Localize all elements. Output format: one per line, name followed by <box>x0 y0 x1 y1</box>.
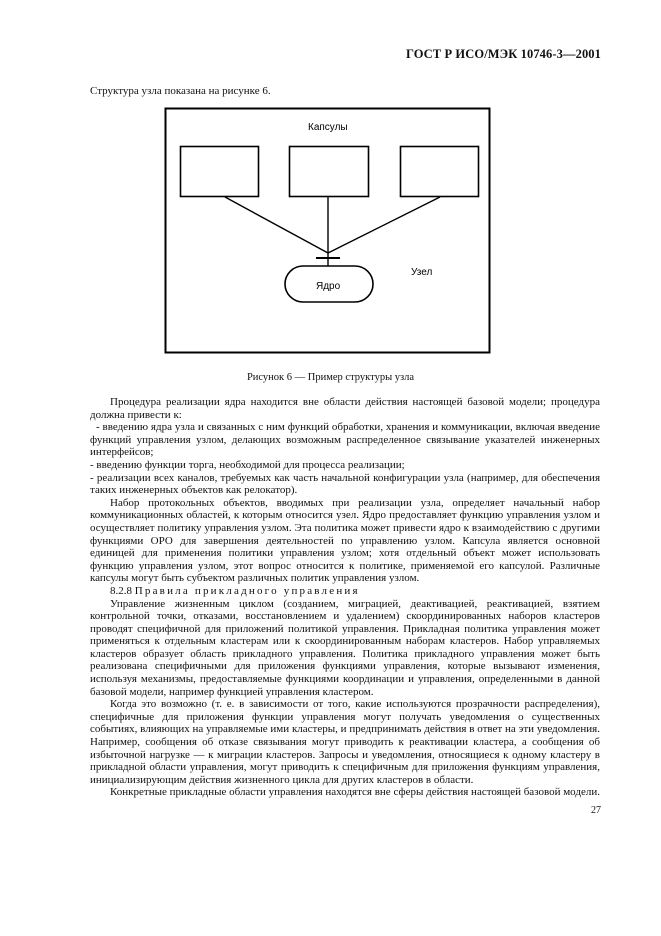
page-number: 27 <box>591 805 601 816</box>
node-structure-diagram <box>0 0 661 370</box>
section-number: 8.2.8 <box>110 584 132 597</box>
paragraph: Конкретные прикладные области управления находятся вне сферы действия настоящей базовой модели. <box>110 786 600 799</box>
capsule-link-3 <box>328 197 440 253</box>
node-label: Узел <box>411 267 433 278</box>
list-item: - введению функции торга, необходимой для процесса реализации; <box>90 458 405 471</box>
capsule-link-1 <box>225 197 328 253</box>
list-item: - реализации всех каналов, требуемых как часть начальной конфигурации узла (например, для обеспечения таких инженерных объектов как релокатор). <box>90 471 600 497</box>
paragraph: Набор протокольных объектов, вводимых при реализации узла, определяет начальный набор коммуникационных областей, к которым относится узел. Ядро предоставляет функцию управления узлом и осуществляет политику управления узлом. Эта политика может привести ядро к взаимодействию с другими функциями ОРО для завершения деятельностей по управлению узлом. Капсула является основной единицей для применения политики управления узлом; хотя отдельный объект может использовать функцию управления узлом, этот вопрос относится к политике, применяемой его капсулой. Различные капсулы могут быть субъектом различных политик управления узлом. <box>90 496 600 585</box>
paragraph: Управление жизненным циклом (созданием, миграцией, деактивацией, реактивацией, взятием контрольной точки, отказами, восстановлением и удалением) скоординированных наборов кластеров проводят специфичной для приложений политикой управления. Прикладная политика управления может применяться к отдельным кластерам или к скоординированным наборам кластеров. Набор управляемых кластеров образует область прикладного управления. Политика прикладного управления может быть реализована специфичными для приложения функциями управления, которые вызывают изменения, используя механизмы, предоставляемые функциями координации и управления, определенными в данной базовой модели, например функцией управления кластером. <box>90 597 600 698</box>
capsule-box-1 <box>181 147 259 197</box>
figure-intro-text: Структура узла показана на рисунке 6. <box>90 85 271 97</box>
paragraph: Когда это возможно (т. е. в зависимости от того, какие используются прозрачности распределения), специфичные для приложения функции управления могут получать уведомления о существенных событиях, влияющих на управляемые ими кластеры, и предпринимать действия в ответ на эти уведомления. Например, сообщения об отказе связывания могут приводить к реактивации кластера, а сообщения об избыточной нагрузке — к миграции кластеров. Запросы и уведомления, относящиеся к одному кластеру в прикладной области управления, могут приводить к специфичным для приложения функциям управления, инициализирующим действия жизненного цикла для других кластеров в области. <box>90 698 600 786</box>
section-title: Правила прикладного управления <box>134 584 360 597</box>
capsule-box-3 <box>401 147 479 197</box>
paragraph: Процедура реализации ядра находится вне области действия настоящей базовой модели; процедура должна привести к: <box>90 396 600 421</box>
figure-caption: Рисунок 6 — Пример структуры узла <box>246 372 415 383</box>
core-label: Ядро <box>316 281 341 292</box>
section-heading <box>90 585 600 598</box>
list-item: - введению ядра узла и связанных с ним функций обработки, хранения и коммуникации, включая введение функций управления узлом, делающих возможным распределенное связывание указателей инженерных интерфейсов; <box>90 421 600 459</box>
capsules-label: Капсулы <box>308 122 348 133</box>
document-header: ГОСТ Р ИСО/МЭК 10746-3—2001 <box>405 47 601 61</box>
body-text <box>90 396 600 799</box>
capsule-box-2 <box>290 147 369 197</box>
